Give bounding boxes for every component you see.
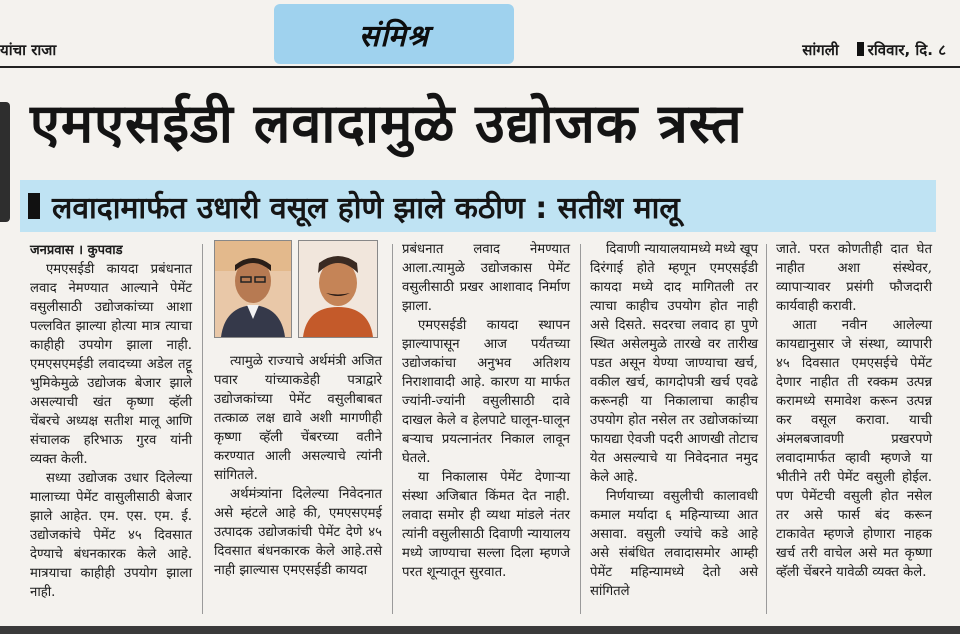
column-5 [776, 240, 932, 582]
page-header [0, 0, 960, 70]
article-body [0, 234, 960, 624]
byline: जनप्रवास । कुपवाड [30, 243, 123, 258]
header-rule [0, 66, 960, 68]
paragraph: अर्थमंत्र्यांना दिलेल्या निवेदनात असे म्हंटले आहे की, एमएसएमई उत्पादक उद्योजकांची पेमेंट देणे ४५ दिवसात बंधनकारक केले आहे.तसे नाही झाल्यास एमएसईडी कायदा [214, 487, 382, 578]
paragraph: दिवाणी न्यायालयामध्ये मध्ये खूप दिरंगाई होते म्हणून एमएसईडी कायदा मध्ये दाद मागितली तर त्याचा काहीच उपयोग होत नाही असे दिसते. सदरचा लवाद हा पुणे स्थित असेलमुळे तारखे वर तारीख पडत असून येण्या जाण्याचा खर्च, वकील खर्च, कागदोपत्री खर्च एवढे करूनही या निकालाचा काहीच उपयोग होत नसेल तर उद्योजकांच्या फायद्या ऐवजी पदरी आणखी तोटाच येत असल्याचे या निवेदनात नमुद केले आहे. [590, 242, 758, 485]
section-tab [274, 4, 514, 64]
paragraph: एमएसईडी कायदा प्रबंधनात लवाद नेमण्यात आल्याने पेमेंट वसुलीसाठी उद्योजकांच्या आशा पल्लवित झाल्या होत्या मात्र त्याचा काहीही उपयोग झाला नाही. एमएसएमईडी लवादच्या अडेल तट्टू भुमिकेमुळे उद्योजक बेजार झाले असल्याची खंत कृष्णा व्हॅली चेंबरचे अध्यक्ष सतीश मालू आणि संचालक हरिभाऊ गुरव यांनी व्यक्त केली. [30, 262, 192, 467]
column-divider [580, 244, 581, 614]
column-divider [766, 244, 767, 614]
subheadline: लवादामार्फत उधारी वसूल होणे झाले कठीण : सतीश मालू [52, 190, 680, 226]
paragraph: प्रबंधनात लवाद नेमण्यात आला.त्यामुळे उद्योजकास पेमेंट वसुलीसाठी प्रखर आशावाद निर्माण झाला. [402, 242, 570, 314]
person-photo-icon [215, 241, 291, 337]
column-divider [202, 244, 203, 614]
header-left-text: यांचा राजा [0, 41, 57, 59]
column-3 [402, 240, 570, 582]
date-text: रविवार, दि. ८ [867, 41, 946, 59]
paragraph: त्यामुळे राज्याचे अर्थमंत्री अजित पवार यांच्याकडेही पत्राद्वारे उद्योजकांच्या पेमेंट वसुलीबाबत तत्काळ लक्ष द्यावे अशी मागणीही कृष्णा व्हॅली चेंबरच्या वतीने करण्यात आली असल्याचे त्यांनी सांगितले. [214, 354, 382, 483]
portrait-photo-1 [214, 240, 292, 338]
column-divider [392, 244, 393, 614]
paragraph: सध्या उद्योजक उधार दिलेल्या मालाच्या पेमेंट वासुलीसाठी बेजार झाले आहेत. एम. एस. एम. ई. उद्योजकांचे पेमेंट ४५ दिवसात देण्याचे बंधनकारक केले आहे. मात्रयाचा काहीही उपयोग झाला नाही. [30, 471, 192, 600]
column-1 [30, 240, 192, 602]
paragraph: जाते. परत कोणतीही दात घेत नाहीत अशा संस्थेवर, व्यापाऱ्यावर प्रसंगी फौजदारी कार्यवाही करावी. [776, 242, 932, 314]
column-2 [214, 352, 382, 580]
header-right [802, 40, 946, 60]
bottom-strip [0, 626, 960, 634]
person-photo-icon [299, 241, 377, 337]
city-label: सांगली [802, 41, 839, 59]
paragraph: आता नवीन आलेल्या कायद्यानुसार जे संस्था, व्यापारी ४५ दिवसात एमएसईचे पेमेंट देणार नाहीत ती रक्कम उत्पन्न करामध्ये समावेश करून उत्पन्न कर वसूल करावा. याची अंमलबजावणी प्रखरपणे लवादामार्फत व्हावी म्हणजे या भीतीने तरी पेमेंट वसुली होईल. पण पेमेंटची वसुली होत नसेल तर असे फार्स बंद करून टाकावेत म्हणजे होणारा नाहक खर्च तरी वाचेल असे मत कृष्णा व्हॅली चेंबरने यावेळी व्यक्त केले. [776, 318, 932, 580]
bullet-square-icon [28, 193, 40, 219]
headline: एमएसईडी लवादामुळे उद्योजक त्रस्त [30, 92, 743, 155]
date-label [857, 40, 946, 60]
column-4 [590, 240, 758, 601]
portrait-photo-2 [298, 240, 378, 338]
left-edge-image [0, 102, 10, 222]
paragraph: एमएसईडी कायदा स्थापन झाल्यापासून आज पर्यंतच्या उद्योजकांचा अनुभव अतिशय निराशावादी आहे. कारण या मार्फत ज्यांनी-ज्यांनी वसुलीसाठी दावे दाखल केले व हेलपाटे घालून-घालून बऱ्याच प्रयत्नानंतर निकाल लावून घेतले. [402, 318, 570, 466]
subheadline-band [20, 180, 936, 232]
paragraph: निर्णयाच्या वसुलीची कालावधी कमाल मर्यादा ६ महिन्याच्या आत असावा. वसुली ज्यांचे कडे आहे असे संबंधित लवादासमोर आम्ही पेमेंट महिन्यामध्ये देतो असे सांगितले [590, 489, 758, 599]
paragraph: या निकालास पेमेंट देणाऱ्या संस्था अजिबात किंमत देत नाही. लवादा समोर ही व्यथा मांडले नंतर त्यांनी वसुलीसाठी दिवाणी न्यायालय मध्ये जाण्याचा सल्ला दिला म्हणजे परत शून्यातून सुरवात. [402, 470, 570, 580]
section-title: संमिश्र [358, 18, 430, 54]
